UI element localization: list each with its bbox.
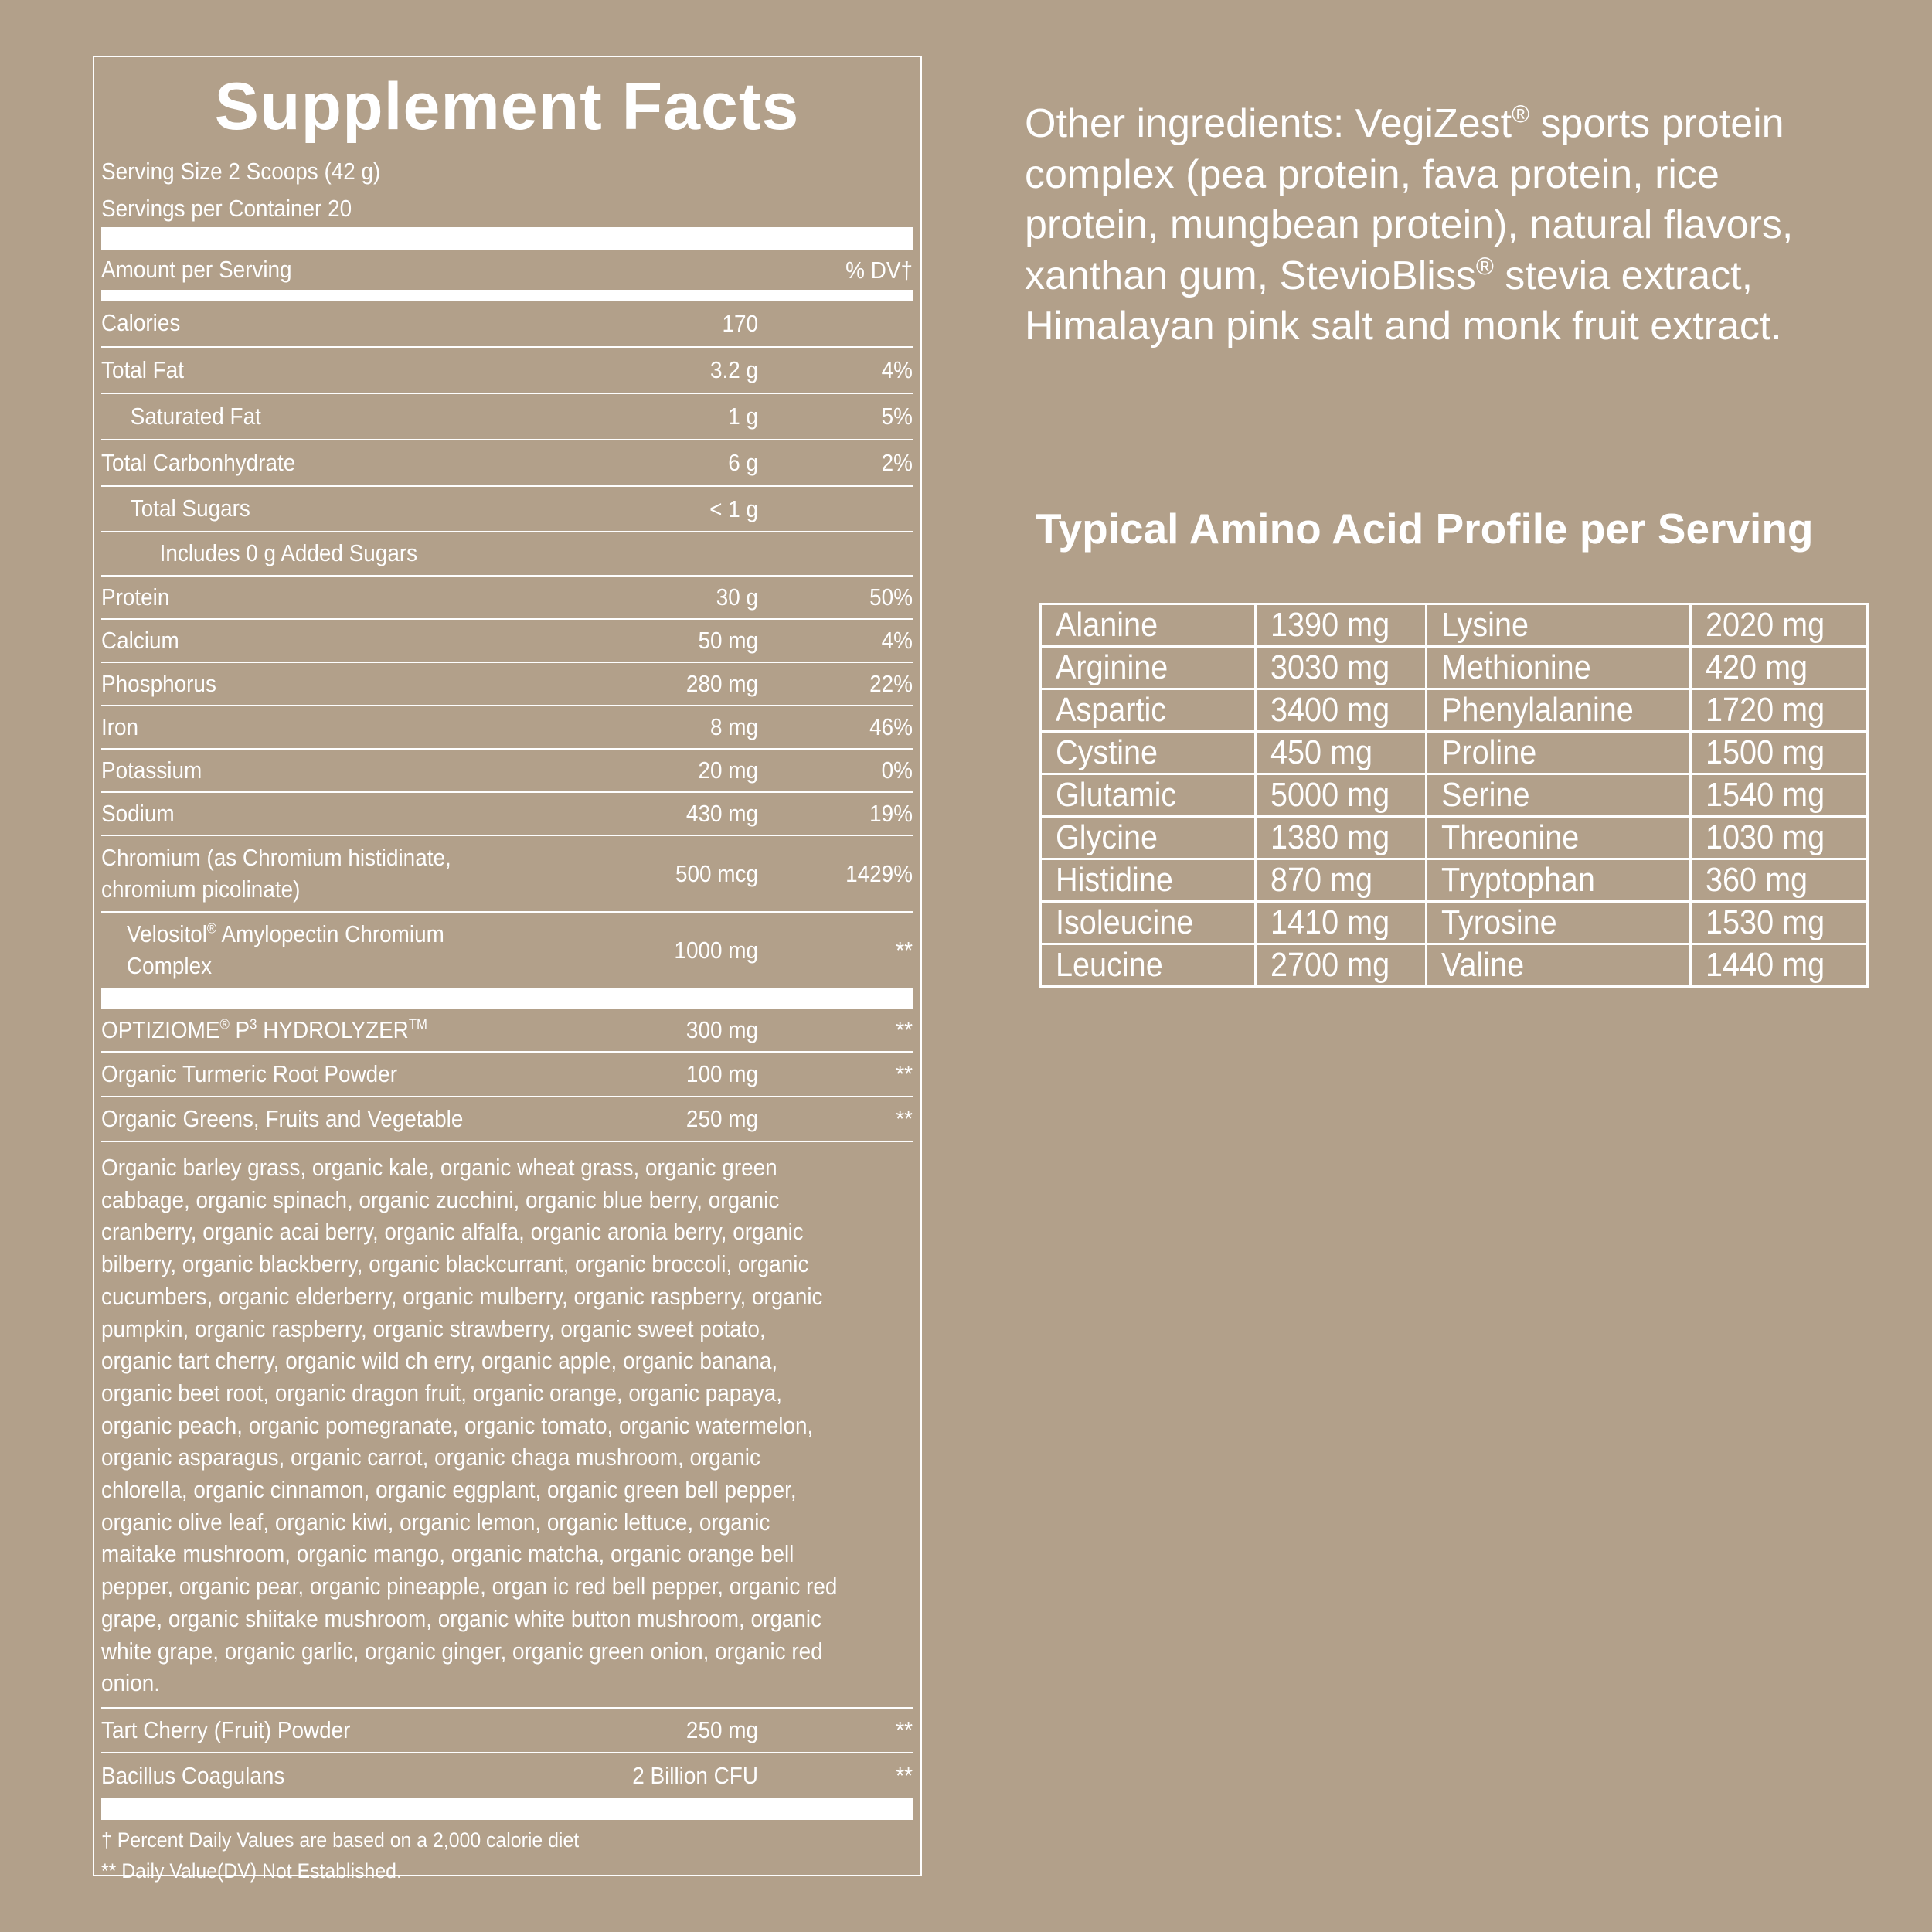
table-row	[1041, 944, 1868, 987]
velositol-line-2: Complex	[127, 951, 213, 979]
nutrient-dv: 4%	[881, 627, 913, 654]
chromium-line-2: chromium picolinate)	[101, 875, 301, 903]
amino-amount: 1500 mg	[1706, 733, 1825, 771]
table-row	[1041, 902, 1868, 944]
nutrient-amount: 430 mg	[685, 800, 758, 827]
nutrient-dv: 0%	[881, 757, 913, 784]
other-ingredients-line-4: xanthan gum, StevioBliss® stevia extract,	[1025, 253, 1753, 298]
blend-line: cabbage, organic spinach, organic zucchini, organic blue berry, organic	[101, 1185, 780, 1213]
blend-line: cranberry, organic acai berry, organic alfalfa, organic aronia berry, organic	[101, 1218, 804, 1246]
blend-line: pumpkin, organic raspberry, organic strawberry, organic sweet potato,	[101, 1315, 766, 1342]
amino-name: Leucine	[1056, 946, 1163, 984]
nutrient-name	[101, 919, 604, 982]
nutrient-amount: 3.2 g	[709, 356, 758, 383]
amino-name: Glutamic	[1056, 776, 1177, 814]
chromium-line-1: Chromium (as Chromium histidinate,	[101, 843, 451, 871]
blend-line: organic asparagus, organic carrot, organic chaga mushroom, organic	[101, 1444, 760, 1471]
nutrient-row-saturated-fat	[101, 394, 913, 440]
amino-name: Tyrosine	[1441, 903, 1557, 941]
amino-amount: 3030 mg	[1270, 648, 1390, 686]
ingredient-row-bacillus	[101, 1753, 913, 1798]
blend-line: Organic barley grass, organic kale, organic wheat grass, organic green	[101, 1154, 777, 1181]
nutrient-amount: 50 mg	[698, 627, 758, 654]
divider-thick	[101, 227, 913, 250]
nutrient-dv: **	[896, 1060, 913, 1087]
amino-name: Isoleucine	[1056, 903, 1194, 941]
nutrient-name: OPTIZIOME® $P^3$ HYDROLYZER™	[101, 1015, 428, 1043]
nutrient-row-sodium	[101, 793, 913, 836]
nutrient-amount: 100 mg	[685, 1060, 758, 1087]
nutrient-amount: < 1 g	[709, 495, 758, 522]
table-row	[1041, 604, 1868, 647]
serving-size: Serving Size 2 Scoops (42 g)	[101, 158, 381, 185]
nutrient-row-velositol	[101, 913, 913, 988]
other-ingredients-line-3: protein, mungbean protein), natural flavors,	[1025, 202, 1794, 247]
amino-amount: 3400 mg	[1270, 691, 1390, 729]
nutrient-row-total-carbohydrate	[101, 440, 913, 487]
greens-blend-description	[101, 1142, 913, 1709]
table-row	[1041, 732, 1868, 774]
amino-name: Alanine	[1056, 606, 1158, 644]
blend-line: organic tart cherry, organic wild ch erry, organic apple, organic banana,	[101, 1347, 778, 1375]
nutrient-name: Organic Turmeric Root Powder	[101, 1060, 397, 1087]
divider-medium	[101, 290, 913, 301]
nutrient-name: Iron	[101, 713, 139, 740]
nutrient-row-iron	[101, 706, 913, 750]
nutrient-name	[101, 842, 604, 906]
nutrient-dv: **	[896, 1761, 913, 1789]
amino-amount: 1030 mg	[1706, 818, 1825, 856]
blend-line: maitake mushroom, organic mango, organic matcha, organic orange bell	[101, 1540, 794, 1568]
ingredient-row-turmeric	[101, 1053, 913, 1097]
nutrient-dv: **	[896, 1105, 913, 1132]
nutrient-amount: 250 mg	[685, 1105, 758, 1132]
nutrient-amount: 1000 mg	[674, 936, 758, 964]
nutrient-row-chromium	[101, 836, 913, 913]
blend-line: grape, organic shiitake mushroom, organic white button mushroom, organic	[101, 1604, 822, 1632]
table-row	[1041, 689, 1868, 732]
nutrient-name: Includes 0 g Added Sugars	[159, 539, 418, 567]
facts-title: Supplement Facts	[214, 70, 800, 144]
nutrient-name: Calcium	[101, 626, 179, 654]
amino-amount: 1440 mg	[1706, 946, 1825, 984]
ingredient-row-greens	[101, 1097, 913, 1142]
amino-name: Arginine	[1056, 648, 1168, 686]
amino-profile-table	[1039, 603, 1869, 988]
blend-line: onion.	[101, 1669, 161, 1697]
amino-name: Glycine	[1056, 818, 1158, 856]
nutrient-dv: 5%	[881, 403, 913, 430]
divider-thick	[101, 988, 913, 1009]
divider-thick	[101, 1798, 913, 1820]
velositol-line-1: Velositol® Amylopectin Chromium	[127, 920, 444, 947]
amino-amount: 2020 mg	[1706, 606, 1825, 644]
nutrient-dv: 22%	[869, 670, 913, 697]
amino-amount: 1390 mg	[1270, 606, 1390, 644]
nutrient-name: Phosphorus	[101, 669, 216, 697]
amino-profile-title: Typical Amino Acid Profile per Serving	[1036, 505, 1814, 553]
nutrient-amount: 2 Billion CFU	[632, 1761, 758, 1789]
nutrient-dv: **	[896, 936, 913, 964]
nutrient-name: Tart Cherry (Fruit) Powder	[101, 1716, 351, 1743]
blend-line: pepper, organic pear, organic pineapple, organ ic red bell pepper, organic red	[101, 1573, 838, 1600]
dv-header-label: % DV†	[845, 256, 913, 284]
nutrient-dv: **	[896, 1716, 913, 1743]
nutrient-dv: 46%	[869, 713, 913, 740]
table-row	[1041, 647, 1868, 689]
nutrient-amount: 170	[722, 309, 758, 337]
table-row	[1041, 817, 1868, 859]
table-header-row	[101, 250, 913, 290]
nutrient-dv: 50%	[869, 583, 913, 611]
amino-amount: 1380 mg	[1270, 818, 1390, 856]
amount-per-serving-label: Amount per Serving	[101, 256, 292, 284]
nutrient-amount: 1 g	[728, 403, 758, 430]
nutrient-name: Potassium	[101, 756, 202, 784]
nutrient-row-calcium	[101, 620, 913, 663]
amino-name: Methionine	[1441, 648, 1591, 686]
amino-amount: 2700 mg	[1270, 946, 1390, 984]
amino-name: Lysine	[1441, 606, 1529, 644]
table-row	[1041, 859, 1868, 902]
nutrient-name: Saturated Fat	[130, 402, 261, 430]
blend-line: organic beet root, organic dragon fruit, organic orange, organic papaya,	[101, 1379, 782, 1406]
table-row	[1041, 774, 1868, 817]
amino-amount: 360 mg	[1706, 861, 1808, 899]
nutrient-row-total-fat	[101, 348, 913, 394]
servings-per-container: Servings per Container 20	[101, 195, 352, 222]
nutrient-amount: 20 mg	[698, 757, 758, 784]
amino-name: Proline	[1441, 733, 1537, 771]
amino-name: Phenylalanine	[1441, 691, 1634, 729]
supplement-facts-panel	[93, 56, 922, 1883]
nutrient-row-added-sugars	[101, 532, 913, 577]
nutrient-dv: 4%	[881, 356, 913, 383]
footnote-dv: † Percent Daily Values are based on a 2,000 calorie diet	[101, 1828, 580, 1852]
nutrient-amount: 6 g	[728, 449, 758, 476]
blend-line: bilberry, organic blackberry, organic blackcurrant, organic broccoli, organic	[101, 1250, 809, 1278]
nutrient-name: Calories	[101, 309, 181, 337]
amino-amount: 450 mg	[1270, 733, 1373, 771]
nutrient-name: Total Sugars	[130, 495, 250, 522]
nutrient-dv: 19%	[869, 800, 913, 827]
nutrient-amount: 8 mg	[709, 713, 758, 740]
nutrient-dv: 2%	[881, 449, 913, 476]
nutrient-amount: 30 g	[716, 583, 758, 611]
amino-amount: 1540 mg	[1706, 776, 1825, 814]
amino-amount: 870 mg	[1270, 861, 1373, 899]
ingredient-row-optiziome	[101, 1009, 913, 1053]
blend-line: white grape, organic garlic, organic ginger, organic green onion, organic red	[101, 1637, 823, 1665]
amino-amount: 5000 mg	[1270, 776, 1390, 814]
other-ingredients-line-1: Other ingredients: VegiZest® sports protein	[1025, 100, 1784, 146]
nutrient-dv: **	[896, 1016, 913, 1043]
nutrient-row-protein	[101, 577, 913, 620]
amino-name: Cystine	[1056, 733, 1158, 771]
amino-name: Histidine	[1056, 861, 1173, 899]
amino-name: Tryptophan	[1441, 861, 1595, 899]
blend-line: organic peach, organic pomegranate, organic tomato, organic watermelon,	[101, 1411, 814, 1439]
other-ingredients-line-2: complex (pea protein, fava protein, rice	[1025, 151, 1719, 197]
blend-line: organic olive leaf, organic kiwi, organic lemon, organic lettuce, organic	[101, 1508, 770, 1536]
nutrient-name: Protein	[101, 583, 170, 611]
amino-name: Serine	[1441, 776, 1530, 814]
ingredient-row-tart-cherry	[101, 1709, 913, 1753]
nutrient-amount: 500 mcg	[675, 859, 758, 887]
nutrient-name: Organic Greens, Fruits and Vegetable	[101, 1104, 464, 1132]
amino-amount: 1410 mg	[1270, 903, 1390, 941]
nutrient-row-potassium	[101, 750, 913, 793]
amino-amount: 1530 mg	[1706, 903, 1825, 941]
nutrient-amount: 280 mg	[685, 670, 758, 697]
nutrient-row-total-sugars	[101, 487, 913, 532]
nutrient-dv: 1429%	[845, 859, 913, 887]
blend-line: chlorella, organic cinnamon, organic eggplant, organic green bell pepper,	[101, 1476, 797, 1504]
amino-name: Valine	[1441, 946, 1525, 984]
nutrient-amount: 300 mg	[685, 1016, 758, 1043]
amino-amount: 420 mg	[1706, 648, 1808, 686]
nutrient-row-calories	[101, 301, 913, 348]
nutrient-name: Total Carbonhydrate	[101, 448, 296, 476]
other-ingredients	[1025, 99, 1921, 352]
amino-amount: 1720 mg	[1706, 691, 1825, 729]
other-ingredients-line-5: Himalayan pink salt and monk fruit extract.	[1025, 304, 1782, 349]
nutrient-amount: 250 mg	[685, 1716, 758, 1743]
amino-name: Aspartic	[1056, 691, 1167, 729]
nutrient-name: Bacillus Coagulans	[101, 1761, 285, 1789]
amino-name: Threonine	[1441, 818, 1580, 856]
nutrient-row-phosphorus	[101, 663, 913, 706]
footnote-not-established: ** Daily Value(DV) Not Established.	[101, 1859, 402, 1883]
nutrient-name: Sodium	[101, 799, 175, 827]
blend-line: cucumbers, organic elderberry, organic mulberry, organic raspberry, organic	[101, 1282, 823, 1310]
nutrient-name: Total Fat	[101, 355, 185, 383]
